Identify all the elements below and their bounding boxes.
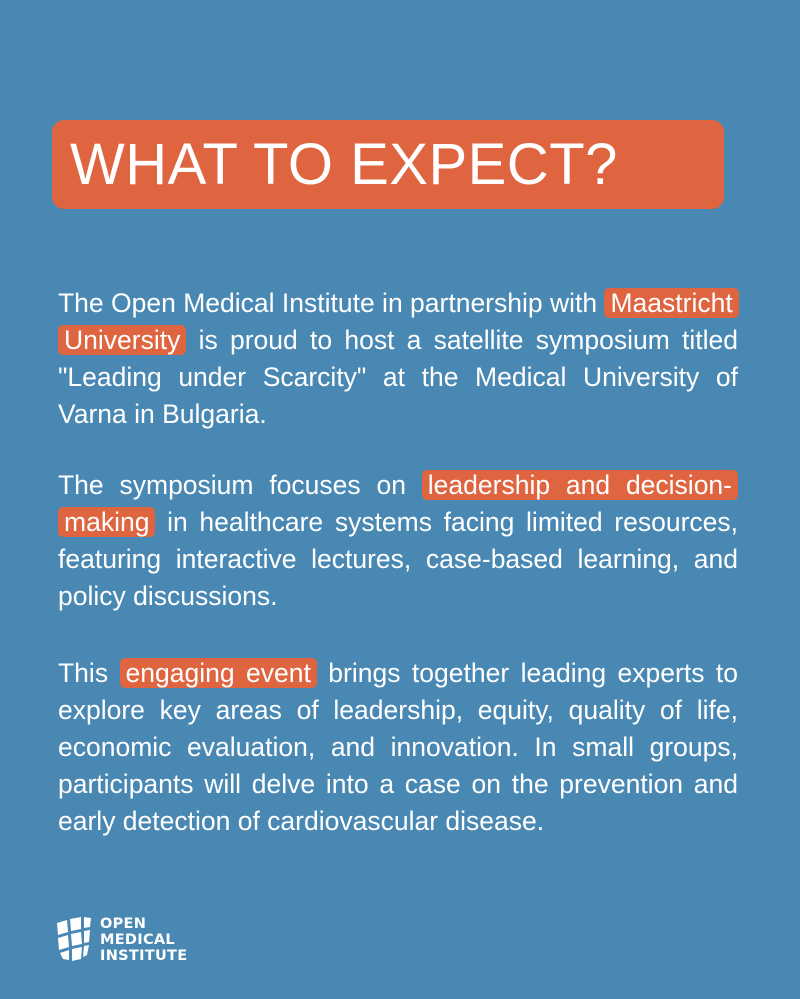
event-text-start: This xyxy=(58,658,120,688)
page-title: WHAT TO EXPECT? xyxy=(70,131,618,197)
highlight-maastricht: Maastricht University xyxy=(58,288,739,355)
event-paragraph xyxy=(58,655,738,840)
intro-paragraph xyxy=(58,285,738,433)
logo-line-medical: MEDICAL xyxy=(100,932,175,948)
logo-wordmark xyxy=(100,916,187,964)
focus-text-end: in healthcare systems facing limited resources, featuring interactive lectures, case-based learning, and policy discussions. xyxy=(58,507,738,611)
highlight-leadership: leadership and decision-making xyxy=(58,470,738,537)
omi-logo xyxy=(54,915,187,965)
title-banner xyxy=(52,120,724,209)
focus-paragraph xyxy=(58,467,738,615)
omi-logo-icon xyxy=(54,915,94,965)
logo-line-institute: INSTITUTE xyxy=(100,948,188,964)
logo-line-open: OPEN xyxy=(100,916,147,932)
intro-text-start: The Open Medical Institute in partnership with xyxy=(58,288,605,318)
focus-text-start: The symposium focuses on xyxy=(58,470,422,500)
event-text-end: brings together leading experts to explore key areas of leadership, equity, quality of life, economic evaluation, and innovation. In small groups, participants will delve into a case on the prevention and early detection of cardiovascular disease. xyxy=(58,658,738,836)
intro-text-end: is proud to host a satellite symposium titled "Leading under Scarcity" at the Medical University of Varna in Bulgaria. xyxy=(58,325,738,429)
highlight-engaging: engaging event xyxy=(120,658,317,688)
